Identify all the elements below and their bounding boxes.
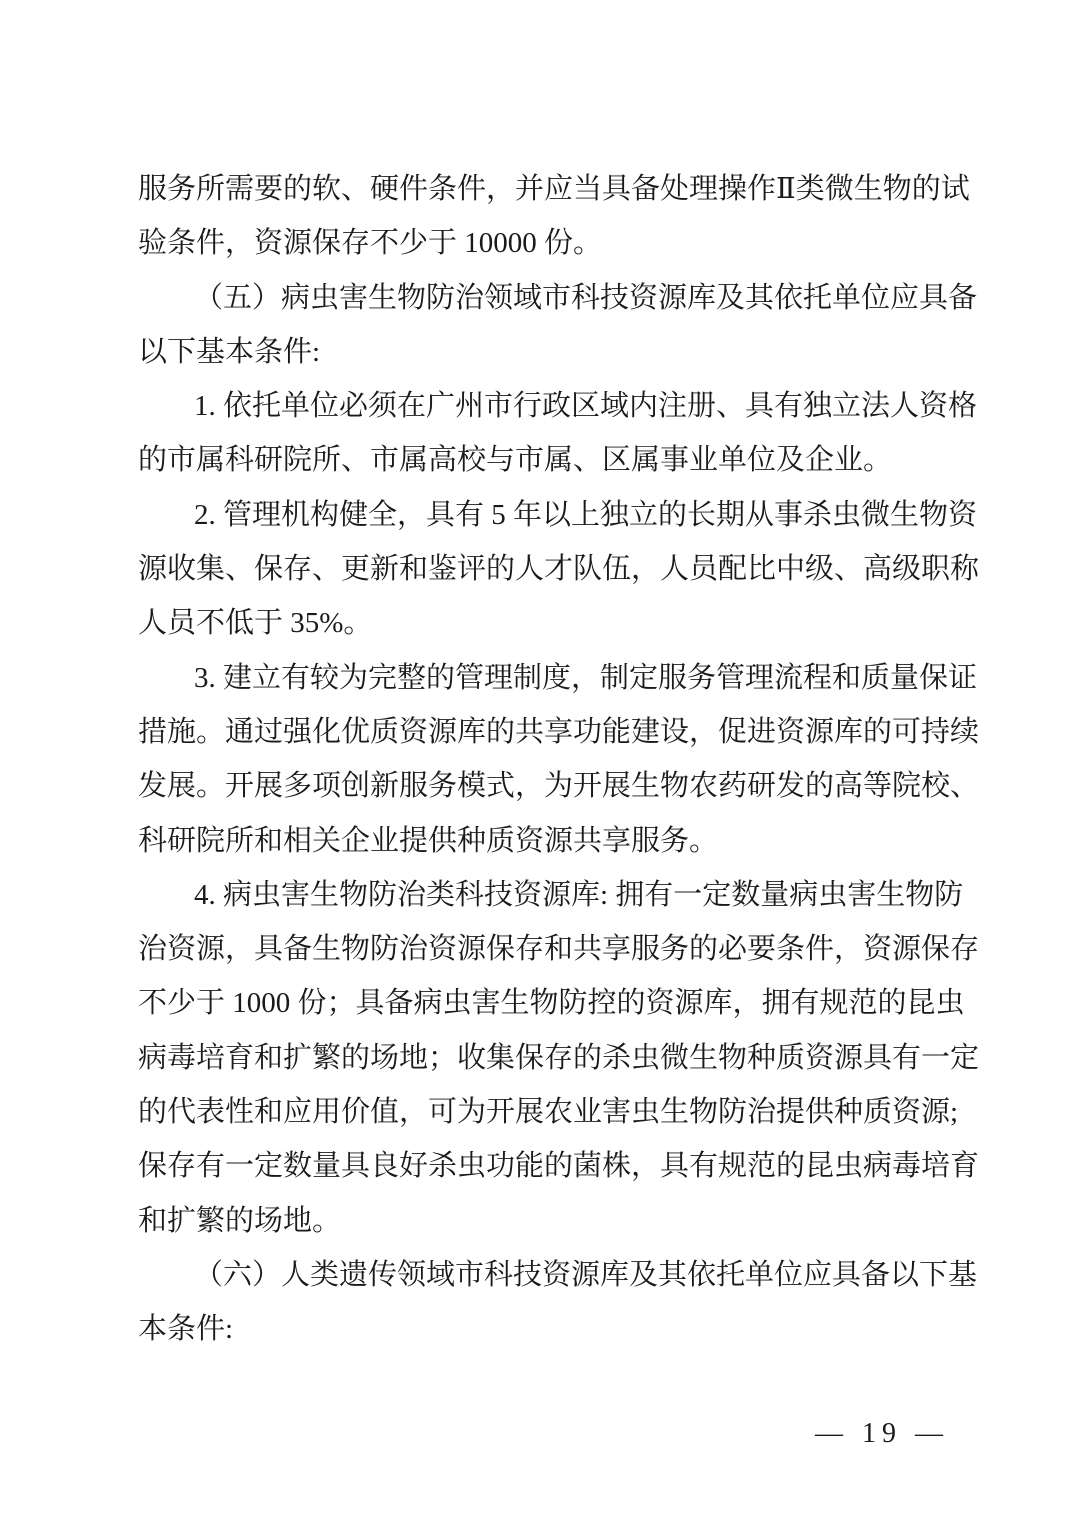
text-line: 源收集、保存、更新和鉴评的人才队伍，人员配比中级、高级职称 [138, 553, 980, 586]
text-line: 和扩繁的场地。 [138, 1204, 342, 1237]
text-line: （五）病虫害生物防治领域市科技资源库及其依托单位应具备 [194, 281, 978, 314]
text-line: 发展。开展多项创新服务模式，为开展生物农药研发的高等院校、 [138, 770, 980, 803]
document-body [138, 162, 980, 1357]
text-line: 4. 病虫害生物防治类科技资源库: 拥有一定数量病虫害生物防 [194, 878, 964, 911]
paragraph [138, 1248, 978, 1357]
page-number: — 19 — [815, 1418, 949, 1449]
text-line: 科研院所和相关企业提供种质资源共享服务。 [138, 824, 719, 857]
paragraph [138, 379, 978, 488]
text-line: 1. 依托单位必须在广州市行政区域内注册、具有独立法人资格 [194, 390, 978, 423]
text-line: 人员不低于 35%。 [138, 607, 373, 640]
text-line: 本条件: [138, 1313, 234, 1346]
text-line: 治资源，具备生物防治资源保存和共享服务的必要条件，资源保存 [138, 933, 980, 966]
paragraph [138, 651, 980, 868]
text-line: 服务所需要的软、硬件条件，并应当具备处理操作Ⅱ类微生物的试 [138, 173, 970, 205]
text-line: 3. 建立有较为完整的管理制度，制定服务管理流程和质量保证 [194, 661, 978, 694]
paragraph [138, 271, 978, 380]
text-line: 病毒培育和扩繁的场地；收集保存的杀虫微生物种质资源具有一定 [138, 1041, 980, 1074]
text-line: 的市属科研院所、市属高校与市属、区属事业单位及企业。 [138, 444, 893, 477]
text-line: 的代表性和应用价值，可为开展农业害虫生物防治提供种质资源; [138, 1096, 959, 1129]
text-line: 不少于 1000 份；具备病虫害生物防控的资源库，拥有规范的昆虫 [138, 987, 965, 1020]
text-line: 以下基本条件: [138, 335, 321, 368]
text-line: 2. 管理机构健全，具有 5 年以上独立的长期从事杀虫微生物资 [194, 498, 978, 531]
text-line: （六）人类遗传领域市科技资源库及其依托单位应具备以下基 [194, 1258, 978, 1291]
text-line: 措施。通过强化优质资源库的共享功能建设，促进资源库的可持续 [138, 715, 980, 748]
text-line: 保存有一定数量具良好杀虫功能的菌株，具有规范的昆虫病毒培育 [138, 1150, 980, 1183]
paragraph [138, 488, 980, 651]
text-line: 验条件，资源保存不少于 10000 份。 [138, 227, 603, 260]
paragraph [138, 162, 970, 271]
paragraph [138, 868, 980, 1248]
